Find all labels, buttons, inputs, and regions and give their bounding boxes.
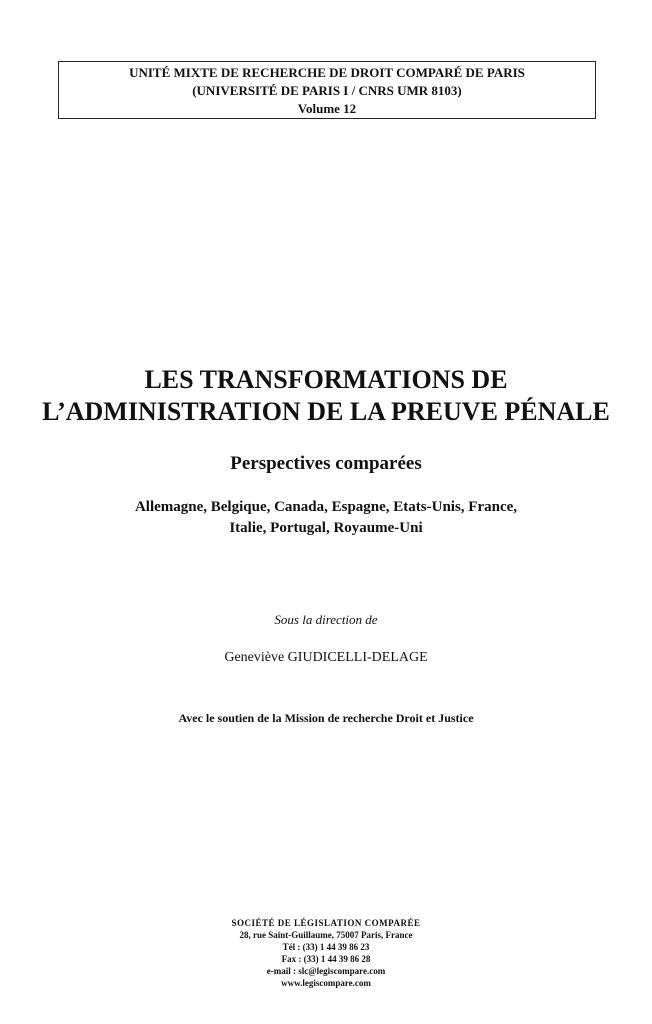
countries-line-1: Allemagne, Belgique, Canada, Espagne, Etats-Unis, France, [134, 499, 518, 515]
series-header-box [58, 61, 596, 119]
publisher-fax: Fax : (33) 1 44 39 86 28 [281, 954, 371, 964]
publisher-website: www.legiscompare.com [281, 978, 371, 988]
publisher-email: e-mail : slc@legiscompare.com [266, 966, 386, 976]
publisher-address: 28, rue Saint-Guillaume, 75007 Paris, France [239, 930, 413, 940]
book-title [0, 364, 652, 428]
publisher-block [0, 917, 652, 989]
publisher-telephone: Tél : (33) 1 44 39 86 23 [282, 942, 370, 952]
direction-label: Sous la direction de [274, 612, 378, 627]
countries-line-2: Italie, Portugal, Royaume-Uni [229, 520, 423, 536]
author-name: Geneviève GIUDICELLI-DELAGE [224, 650, 428, 665]
series-volume: Volume 12 [297, 101, 357, 116]
publisher-name: SOCIÉTÉ DE LÉGISLATION COMPARÉE [231, 918, 421, 928]
series-name: UNITÉ MIXTE DE RECHERCHE DE DROIT COMPARÉ DE PARIS [129, 65, 525, 80]
series-affiliation: (UNIVERSITÉ DE PARIS I / CNRS UMR 8103) [192, 83, 462, 98]
countries-list [0, 497, 652, 539]
support-statement: Avec le soutien de la Mission de recherche Droit et Justice [178, 711, 474, 725]
book-title-line-2: L’ADMINISTRATION DE LA PREUVE PÉNALE [42, 397, 610, 426]
book-title-line-1: LES TRANSFORMATIONS DE [144, 365, 508, 394]
book-subtitle: Perspectives comparées [230, 453, 422, 474]
